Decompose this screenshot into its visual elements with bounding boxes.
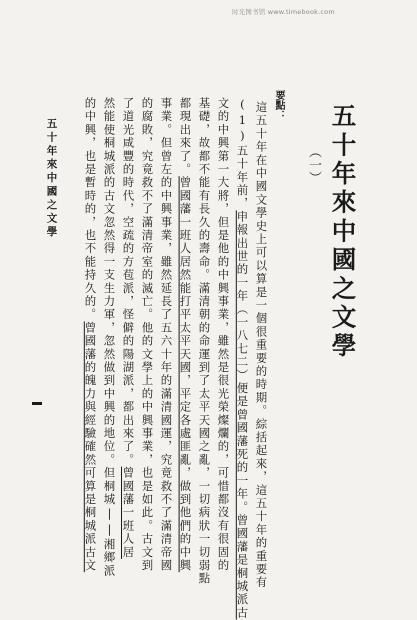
body-line-2-mid: 申報出世的一年（一八七二）便是曾國藩死的一年。曾國藩是桐城派古 [235, 210, 250, 620]
watermark: 时光图书馆 www.timebook.com [232, 8, 335, 16]
body-line-5-mid: 曾國藩一班人居然能打平太平天國，平定各處匪亂，做到他們的中興 [178, 176, 193, 573]
section-marker: （一） [306, 145, 321, 184]
body-line-9-a: 桐城 [102, 479, 117, 507]
body-line-2 [235, 97, 250, 620]
body-line-8-text: 了道光咸豐的時代，空疏的方苞派，怪僻的陽湖派，都出來了。 [121, 97, 136, 467]
body-line-3-head: 文的 [216, 97, 231, 124]
body-line-9-text: 然能使桐城派的古文忽然得一支生力軍，忽然做到中興的地位。但 [102, 97, 117, 480]
body-line-2-head: (1)五十年前， [235, 97, 250, 211]
body-line-9-b: 湘鄉派 [102, 537, 117, 578]
body-line-8-mid: 曾國藩一班人居 [121, 466, 136, 560]
body-line-5 [178, 97, 193, 573]
body-line-10-text: 的中興，也是暫時的，也不能持久的。 [83, 97, 98, 322]
summary-label: 要點： [273, 90, 284, 120]
body-line-3 [216, 97, 231, 573]
body-line-9 [102, 97, 117, 578]
body-line-8 [121, 97, 136, 560]
page-title: 五十年來中國之文學 [328, 103, 358, 362]
body-line-3-text: 中興第一大將，但是他的中興事業，雖然是很光榮燦爛的，可惜都沒有很固的 [216, 123, 231, 573]
body-line-10-end: 曾國藩的魄力與經驗確然可算是桐城派古文 [83, 321, 98, 573]
body-line-7: 的腐敗，究竟救不了滿清帝室的滅亡。他的文學上的中興事業，也是如此。古文到 [140, 97, 155, 573]
body-line-10 [83, 97, 98, 573]
body-line-5-head: 都現出來了。 [178, 97, 193, 177]
body-line-9-sep: || [102, 506, 117, 538]
page-number [32, 402, 42, 405]
body-line-4: 基礎，故都不能有長久的壽命。滿清朝的命運到了太平天國之亂，一切病狀一切弱點 [197, 97, 212, 586]
running-footer: 五十年來中國之文學 [45, 118, 58, 240]
body-line-1: 這五十年在中國文學史上可以算是一個很重要的時期。綜括起來，這五十年的重要有 [254, 101, 269, 590]
body-line-6: 事業。但曾左的中興事業，雖然延長了五六十年的滿清國運，究竟救不了滿清帝國 [159, 97, 174, 573]
